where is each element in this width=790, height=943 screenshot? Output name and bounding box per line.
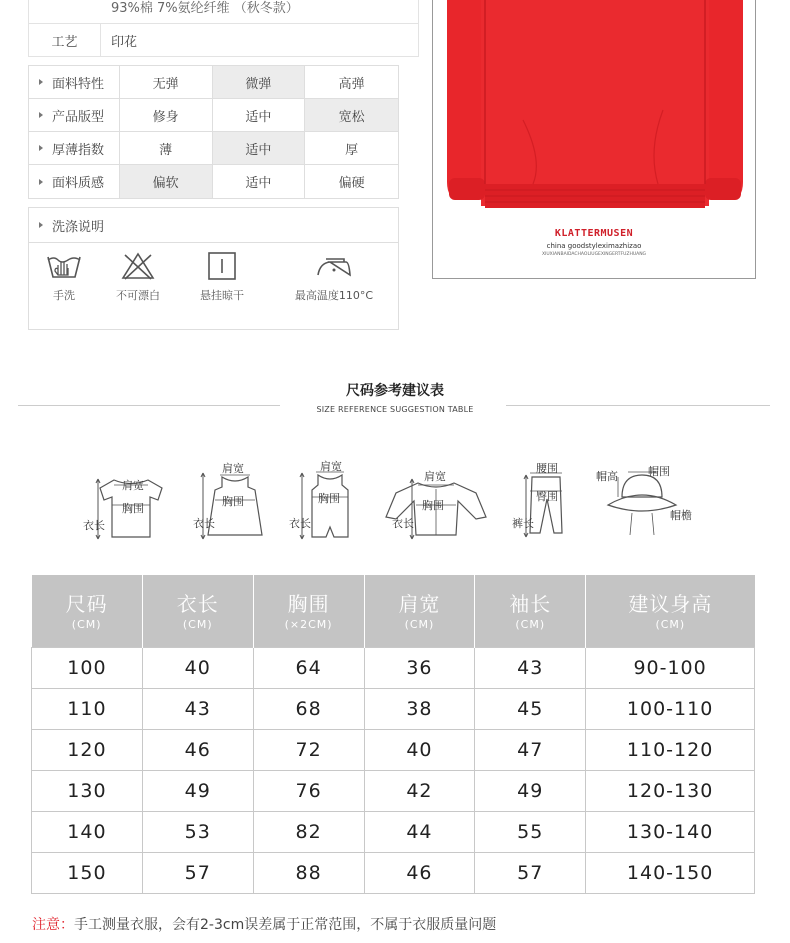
column-unit: (CM): [515, 617, 546, 631]
wash-label: 悬挂晾干: [200, 289, 244, 302]
table-cell: 110: [32, 688, 143, 729]
table-cell: 45: [475, 688, 586, 729]
table-cell: 100-110: [586, 688, 755, 729]
column-title: 肩宽: [398, 591, 441, 616]
brand-small-text: XIUXIANBAIDACHAOLIUGEXINGERTFUZHUANG: [541, 252, 647, 257]
table-cell: 120: [32, 729, 143, 770]
table-cell: 100: [32, 647, 143, 688]
material-value: 93%棉 7%氨纶纤维 （秋冬款）: [111, 1, 299, 16]
label-shoulder-width: 肩宽: [320, 460, 342, 473]
triangle-bullet-icon: [39, 112, 43, 118]
label-shoulder-width: 肩宽: [424, 470, 446, 483]
craft-label: 工艺: [29, 24, 101, 56]
label-length: 衣长: [193, 517, 215, 530]
label-chest: 胸围: [422, 499, 444, 512]
wash-header: [29, 208, 398, 243]
attribute-option: 修身: [120, 99, 213, 131]
attribute-option: 高弹: [338, 76, 365, 92]
column-header: [475, 575, 586, 647]
label-hat-circumference: 帽围: [648, 465, 670, 478]
column-title: 建议身高: [628, 591, 713, 616]
label-length: 衣长: [83, 519, 105, 532]
red-sweatshirt-image: [433, 0, 756, 225]
table-row: [32, 811, 755, 852]
table-cell: 120-130: [586, 770, 755, 811]
column-unit: (CM): [182, 617, 213, 631]
attribute-label-text: 面料特性: [52, 76, 105, 92]
attribute-grid: [28, 65, 399, 199]
table-cell: 46: [364, 852, 475, 893]
table-row: [32, 688, 755, 729]
product-image: [432, 0, 756, 279]
column-unit: (CM): [71, 617, 102, 631]
label-chest: 胸围: [122, 502, 144, 515]
attribute-option: 偏硬: [338, 176, 365, 191]
attribute-label: [29, 165, 120, 198]
attribute-option: 微弹: [213, 66, 306, 98]
table-cell: 43: [142, 688, 253, 729]
column-title: 衣长: [176, 591, 219, 616]
size-guide-title: 尺码参考建议表: [346, 383, 444, 399]
attribute-row: [29, 132, 398, 165]
measurement-illustrations: [0, 455, 790, 555]
table-cell: 53: [142, 811, 253, 852]
table-cell: 43: [475, 647, 586, 688]
size-guide-subtitle: SIZE REFERENCE SUGGESTION TABLE: [316, 405, 474, 414]
note-prefix: 注意：: [32, 917, 74, 933]
table-cell: 36: [364, 647, 475, 688]
attribute-option: 宽松: [305, 99, 398, 131]
wash-item-no-bleach: [93, 251, 183, 303]
table-row: [32, 647, 755, 688]
table-row: [32, 729, 755, 770]
triangle-bullet-icon: [39, 179, 43, 185]
attribute-row: [29, 165, 398, 198]
wash-label: 最高温度110°C: [294, 289, 374, 302]
table-cell: 72: [253, 729, 364, 770]
size-table-body: [32, 647, 755, 893]
craft-value: 印花: [111, 34, 138, 50]
size-table-header: [32, 575, 755, 647]
column-header: [32, 575, 143, 647]
table-cell: 110-120: [586, 729, 755, 770]
brand-logo-text: KLATTERMUSEN: [554, 228, 634, 239]
table-cell: 140: [32, 811, 143, 852]
table-cell: 140-150: [586, 852, 755, 893]
craft-row: [29, 24, 418, 56]
label-pants-length: 裤长: [512, 517, 534, 530]
attribute-option: 薄: [120, 132, 213, 164]
table-cell: 68: [253, 688, 364, 729]
wash-instructions: [28, 207, 399, 330]
triangle-bullet-icon: [39, 145, 43, 151]
table-cell: 49: [142, 770, 253, 811]
table-cell: 55: [475, 811, 586, 852]
table-cell: 76: [253, 770, 364, 811]
label-shoulder-width: 肩宽: [222, 462, 244, 475]
table-cell: 44: [364, 811, 475, 852]
table-cell: 57: [142, 852, 253, 893]
attribute-option: 厚: [345, 142, 359, 158]
column-unit: (×2CM): [284, 617, 333, 631]
label-waist: 腰围: [536, 462, 558, 475]
measurement-note: [32, 914, 496, 934]
column-header: [142, 575, 253, 647]
brand-tagline: china goodstyleximazhizao: [546, 242, 642, 250]
attribute-option: 无弹: [120, 66, 213, 98]
label-hat-height: 帽高: [596, 470, 618, 483]
wash-label: 不可漂白: [116, 289, 160, 302]
attribute-row: [29, 66, 398, 99]
label-chest: 胸围: [318, 492, 340, 505]
table-cell: 40: [142, 647, 253, 688]
no-bleach-icon: [118, 251, 158, 281]
spec-table: [28, 0, 419, 57]
attribute-label: [29, 66, 120, 98]
column-unit: (CM): [655, 617, 686, 631]
wash-item-iron: [289, 251, 379, 303]
column-title: 袖长: [509, 591, 552, 616]
wash-label: 手洗: [53, 289, 75, 302]
label-chest: 胸围: [222, 495, 244, 508]
table-cell: 38: [364, 688, 475, 729]
attribute-option: 适中: [213, 99, 306, 131]
size-table: [31, 575, 755, 894]
wash-icons: [29, 243, 398, 329]
table-cell: 42: [364, 770, 475, 811]
material-row: [29, 0, 418, 24]
label-length: 衣长: [289, 517, 311, 530]
table-cell: 150: [32, 852, 143, 893]
triangle-bullet-icon: [39, 79, 43, 85]
attribute-label-text: 厚薄指数: [52, 142, 105, 158]
column-unit: (CM): [404, 617, 435, 631]
table-cell: 49: [475, 770, 586, 811]
column-header: [253, 575, 364, 647]
table-row: [32, 852, 755, 893]
label-length: 衣长: [392, 517, 414, 530]
table-cell: 90-100: [586, 647, 755, 688]
table-cell: 47: [475, 729, 586, 770]
table-cell: 82: [253, 811, 364, 852]
hand-wash-icon: [44, 251, 84, 281]
iron-icon: [312, 251, 356, 281]
attribute-label: [29, 132, 120, 164]
label-shoulder-width: 肩宽: [122, 479, 144, 492]
label-brim: 帽檐: [670, 509, 692, 522]
wash-item-hang-dry: [177, 251, 267, 303]
note-text: 手工测量衣服，会有2-3cm误差属于正常范围，不属于衣服质量问题: [74, 917, 497, 933]
column-title: 胸围: [287, 591, 330, 616]
attribute-option: 适中: [213, 165, 306, 198]
table-cell: 130: [32, 770, 143, 811]
attribute-label-text: 面料质感: [52, 176, 105, 191]
column-header: [586, 575, 755, 647]
garment-diagrams: [0, 455, 790, 555]
table-cell: 64: [253, 647, 364, 688]
attribute-row: [29, 99, 398, 132]
attribute-label-text: 产品版型: [52, 109, 105, 125]
label-hip: 臀围: [536, 490, 558, 503]
attribute-label: [29, 99, 120, 131]
wash-title: 洗涤说明: [52, 219, 105, 235]
table-cell: 88: [253, 852, 364, 893]
column-header: [364, 575, 475, 647]
column-title: 尺码: [65, 591, 108, 616]
attribute-option: 偏软: [120, 165, 213, 198]
triangle-bullet-icon: [39, 222, 43, 228]
table-cell: 46: [142, 729, 253, 770]
attribute-option: 适中: [213, 132, 306, 164]
table-cell: 57: [475, 852, 586, 893]
hang-dry-icon: [202, 251, 242, 281]
table-cell: 40: [364, 729, 475, 770]
table-row: [32, 770, 755, 811]
table-cell: 130-140: [586, 811, 755, 852]
